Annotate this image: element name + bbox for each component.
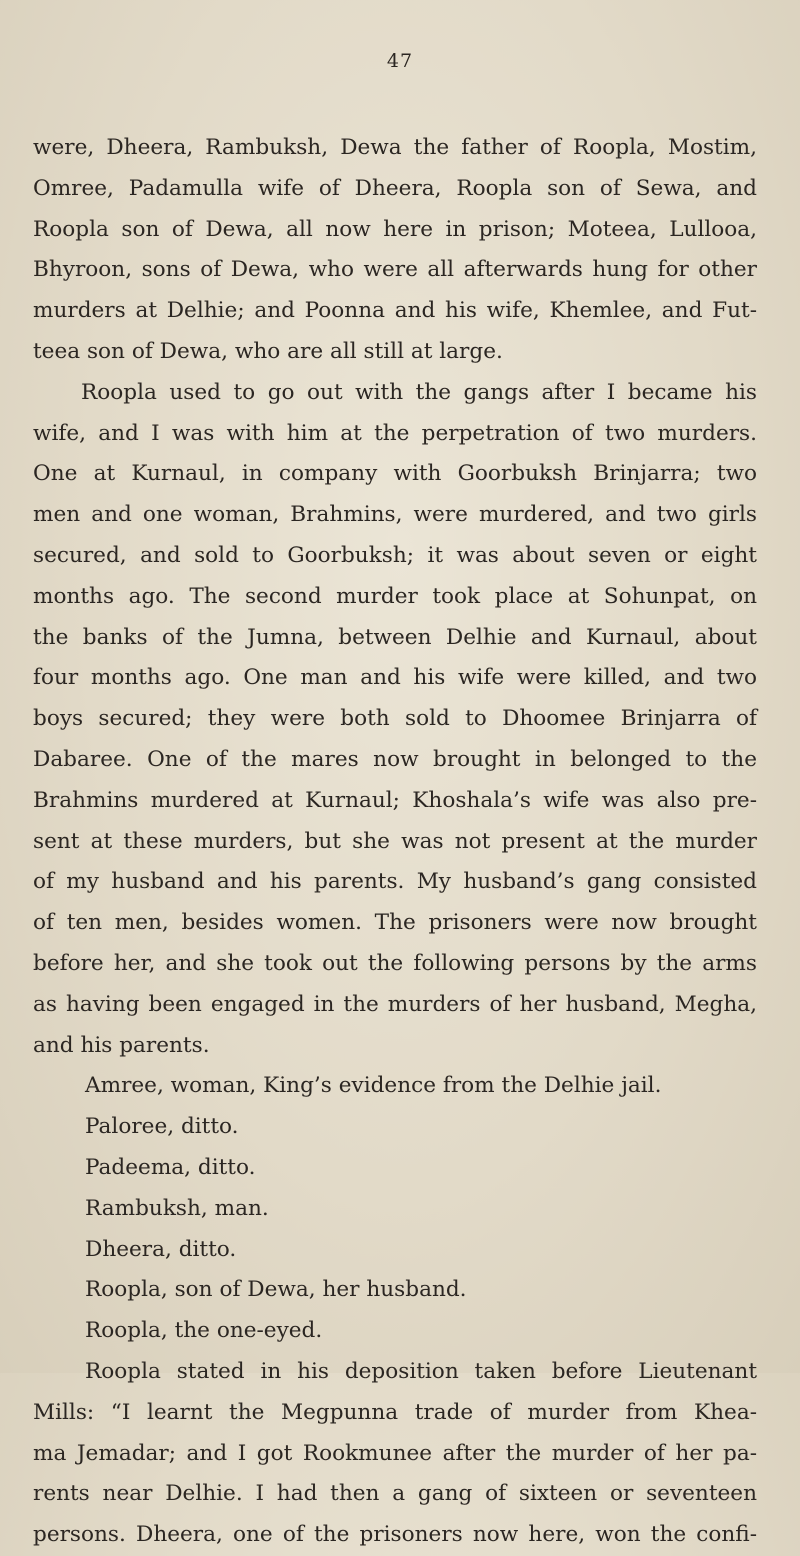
list-item: Padeema, ditto. [85,1154,256,1180]
list-item: Rambuksh, man. [85,1195,269,1221]
text-line: persons. Dheera, one of the prisoners now here, won the confi- [33,1522,757,1548]
text-line: and his parents. [33,1032,210,1058]
text-line: sent at these murders, but she was not present at the murder [33,828,757,854]
text-line: men and one woman, Brahmins, were murdered, and two girls [33,502,757,528]
paragraph-2 [33,373,757,1067]
text-line: four months ago. One man and his wife were killed, and two [33,665,757,691]
list-item: Dheera, ditto. [85,1236,237,1262]
text-line: of ten men, besides women. The prisoners were now brought [33,910,757,936]
text-line: Brahmins murdered at Kurnaul; Khoshala’s wife was also pre- [33,787,757,813]
text-line: of my husband and his parents. My husband’s gang consisted [33,869,757,895]
text-line: rents near Delhie. I had then a gang of sixteen or seventeen [33,1481,757,1507]
text-line: Bhyroon, sons of Dewa, who were all afterwards hung for other [33,257,757,283]
text-line: were, Dheera, Rambuksh, Dewa the father of Roopla, Mostim, [33,135,757,160]
text-line: months ago. The second murder took place at Sohunpat, on [33,583,757,609]
text-line: ma Jemadar; and I got Rookmunee after the murder of her pa- [33,1440,757,1466]
list-item: Roopla, the one-eyed. [85,1318,323,1344]
text-line: the banks of the Jumna, between Delhie and Kurnaul, about [33,624,757,650]
text-line: Dabaree. One of the mares now brought in belonged to the [33,746,757,772]
text-line: wife, and I was with him at the perpetration of two murders. [33,420,757,446]
list-item: Paloree, ditto. [85,1114,239,1140]
paragraph-3 [33,1352,757,1556]
text-line: teea son of Dewa, who are all still at large. [33,338,503,364]
text-line: Mills: “I learnt the Megpunna trade of murder from Khea- [33,1399,757,1425]
text-line: secured, and sold to Goorbuksh; it was about seven or eight [33,542,757,568]
text-line: boys secured; they were both sold to Dhoomee Brinjarra of [33,706,757,732]
text-line: before her, and she took out the following persons by the arms [33,950,757,976]
paragraph-1 [33,128,757,373]
text-line: One at Kurnaul, in company with Goorbuksh Brinjarra; two [33,461,757,487]
page-number: 47 [386,50,414,72]
text-line: murders at Delhie; and Poonna and his wife, Khemlee, and Fut- [33,298,757,324]
text-line: as having been engaged in the murders of her husband, Megha, [33,991,757,1017]
text-line: Roopla stated in his deposition taken before Lieutenant [85,1358,757,1384]
persons-list [33,1066,757,1352]
page-text [33,128,757,1556]
text-line: Roopla son of Dewa, all now here in prison; Moteea, Lullooa, [33,216,757,242]
list-item: Roopla, son of Dewa, her husband. [85,1277,467,1303]
text-line: Omree, Padamulla wife of Dheera, Roopla son of Sewa, and [33,175,757,201]
list-item: Amree, woman, King’s evidence from the Delhie jail. [85,1073,662,1099]
text-line: Roopla used to go out with the gangs after I became his [81,379,757,405]
